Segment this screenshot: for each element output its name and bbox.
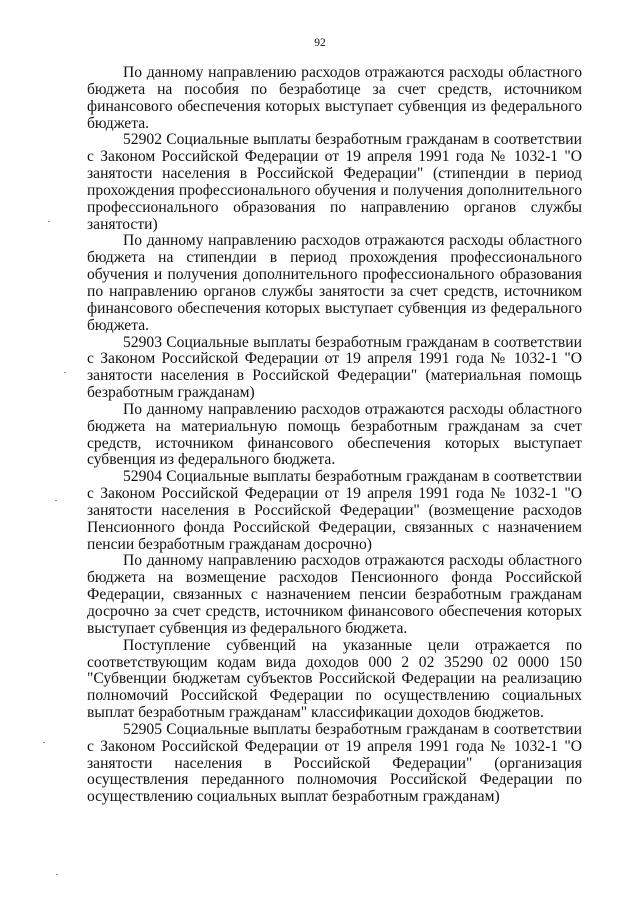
page-number: 92 (314, 37, 326, 49)
scan-speck (43, 742, 45, 743)
paragraph-3: По данному направлению расходов отражаются расходы областного бюджета на стипендии в период прохождения профессионального обучения и получения дополнительного профессионального образования по направлению органов службы занятости за счет средств, источником финансового обеспечения которых выступает субвенция из федерального бюджета. (87, 232, 582, 334)
paragraph-7: По данному направлению расходов отражаются расходы областного бюджета на возмещение расходов Пенсионного фонда Российской Федерации, связанных с назначением пенсии безработным гражданам досрочно за счет средств, источником финансового обеспечения которых выступает субвенция из федерального бюджета. (87, 552, 582, 637)
scan-speck (55, 500, 57, 501)
paragraph-2: 52902 Социальные выплаты безработным гражданам в соответствии с Законом Российской Федерации от 19 апреля 1991 года № 1032-1 "О занятости населения в Российской Федерации" (стипендии в период прохождения профессионального обучения и получения дополнительного профессионального образования по направлению органов службы занятости) (87, 131, 582, 233)
scan-speck (56, 874, 58, 875)
scan-speck (48, 221, 50, 222)
body-text (87, 65, 582, 806)
paragraph-6: 52904 Социальные выплаты безработным гражданам в соответствии с Законом Российской Федерации от 19 апреля 1991 года № 1032-1 "О занятости населения в Российской Федерации" (возмещение расходов Пенсионного фонда Российской Федерации, связанных с назначением пенсии безработным гражданам досрочно) (87, 468, 582, 553)
paragraph-9: 52905 Социальные выплаты безработным гражданам в соответствии с Законом Российской Федерации от 19 апреля 1991 года № 1032-1 "О занятости населения в Российской Федерации" (организация осуществления переданного полномочия Российской Федерации по осуществлению социальных выплат безработным гражданам) (87, 720, 582, 806)
paragraph-1: По данному направлению расходов отражаются расходы областного бюджета на пособия по безработице за счет средств, источником финансового обеспечения которых выступает субвенция из федерального бюджета. (87, 64, 582, 132)
paragraph-4: 52903 Социальные выплаты безработным гражданам в соответствии с Законом Российской Федерации от 19 апреля 1991 года № 1032-1 "О занятости населения в Российской Федерации" (материальная помощь безработным гражданам) (87, 333, 582, 402)
scan-speck (64, 372, 66, 373)
paragraph-8: Поступление субвенций на указанные цели отражается по соответствующим кодам вида доходов 000 2 02 35290 02 0000 150 "Субвенции бюджетам субъектов Российской Федерации на реализацию полномочий Российской Федерации по осуществлению социальных выплат безработным гражданам" классификации доходов бюджетов. (87, 636, 582, 722)
paragraph-5: По данному направлению расходов отражаются расходы областного бюджета на материальную помощь безработным гражданам за счет средств, источником финансового обеспечения которых выступает субвенция из федерального бюджета. (87, 400, 582, 469)
